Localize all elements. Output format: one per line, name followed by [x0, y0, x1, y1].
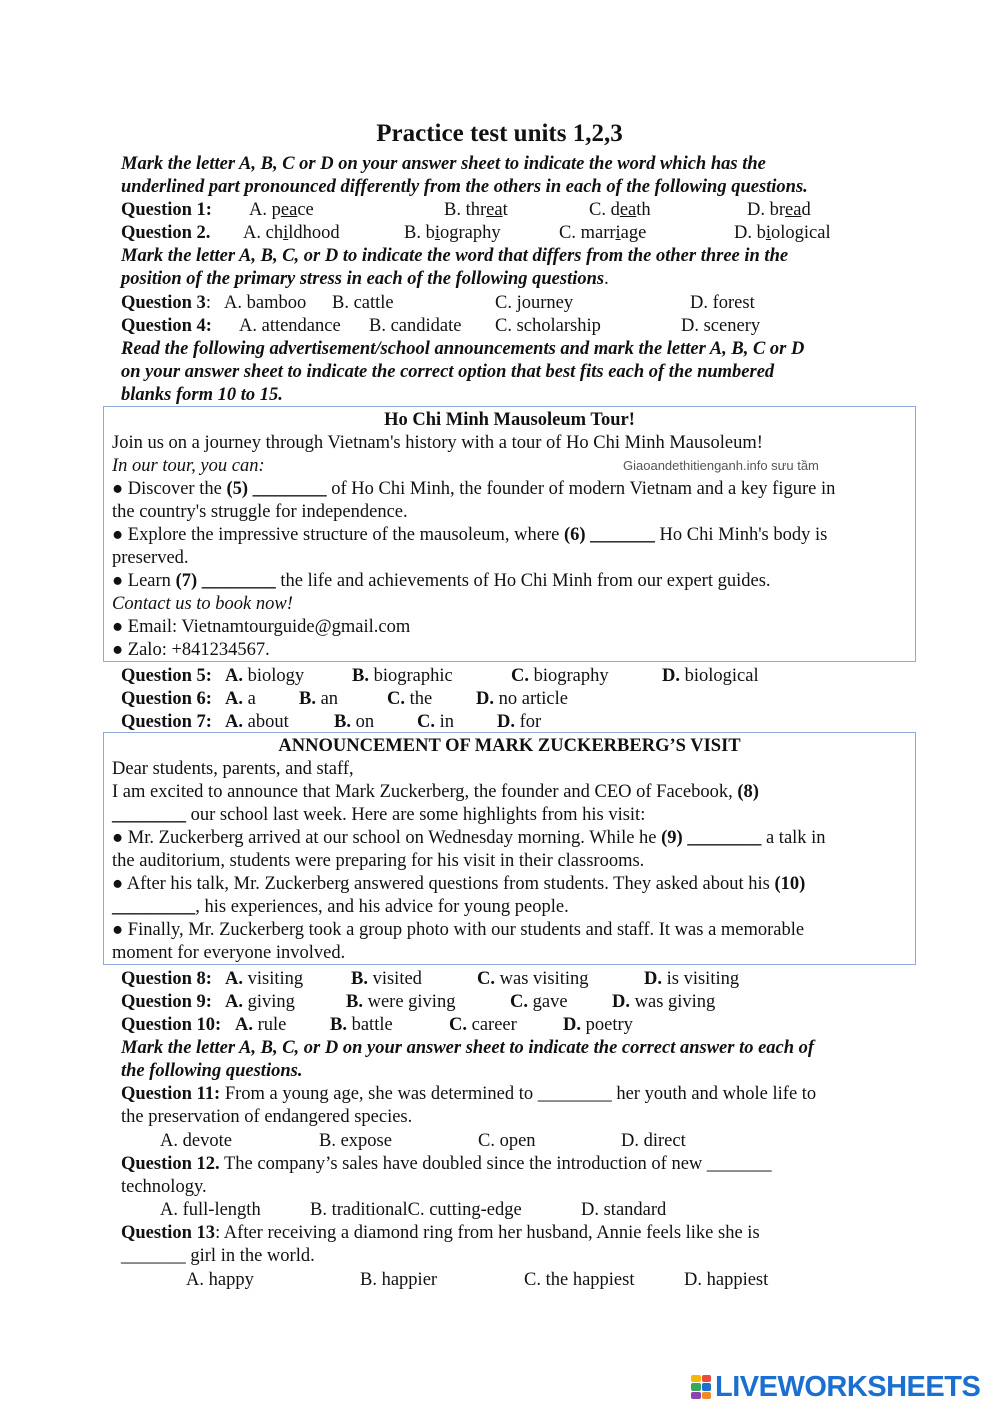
question-6-option-a[interactable]: A. a	[225, 689, 256, 709]
question-8-option-a[interactable]: A. visiting	[225, 969, 304, 989]
liveworksheets-logo	[691, 1372, 980, 1402]
question-11-stem-cont: the preservation of endangered species.	[121, 1107, 413, 1127]
question-5-option-b[interactable]: B. biographic	[352, 666, 453, 686]
question-1-option-d[interactable]: D. bread	[747, 200, 811, 220]
announcement-line: _________, his experiences, and his advice for young people.	[112, 897, 569, 917]
question-6-option-b[interactable]: B. an	[299, 689, 339, 709]
advertisement-line: In our tour, you can:	[112, 456, 265, 476]
question-9-option-c[interactable]: C. gave	[510, 992, 568, 1012]
question-1-option-c[interactable]: C. death	[589, 200, 651, 220]
question-8-option-d[interactable]: D. is visiting	[644, 969, 740, 989]
question-5-label: Question 5:	[121, 666, 212, 686]
advertisement-line: Contact us to book now!	[112, 594, 293, 614]
question-4-label: Question 4:	[121, 316, 212, 336]
question-8-option-b[interactable]: B. visited	[351, 969, 422, 989]
question-1-option-b[interactable]: B. threat	[444, 200, 508, 220]
question-12-stem-cont: technology.	[121, 1177, 207, 1197]
question-2-option-a[interactable]: A. childhood	[243, 223, 340, 243]
question-7-option-a[interactable]: A. about	[225, 712, 289, 732]
liveworksheets-logo-icon	[691, 1375, 711, 1399]
question-5-option-d[interactable]: D. biological	[662, 666, 759, 686]
blank-10-line[interactable]: _________	[112, 897, 196, 917]
advertisement-zalo: ● Zalo: +841234567.	[112, 640, 270, 660]
question-1-option-a[interactable]: A. peace	[249, 200, 314, 220]
question-9-option-a[interactable]: A. giving	[225, 992, 295, 1012]
question-10-option-d[interactable]: D. poetry	[563, 1015, 633, 1035]
question-5-option-c[interactable]: C. biography	[511, 666, 609, 686]
blank-7[interactable]: (7) ________	[175, 571, 276, 591]
liveworksheets-logo-text: LIVEWORKSHEETS	[715, 1370, 981, 1403]
advertisement-title: Ho Chi Minh Mausoleum Tour!	[384, 410, 635, 430]
question-13-stem-cont: _______ girl in the world.	[121, 1246, 315, 1266]
announcement-line: Dear students, parents, and staff,	[112, 759, 354, 779]
question-7-option-d[interactable]: D. for	[497, 712, 542, 732]
question-4-option-c[interactable]: C. scholarship	[495, 316, 601, 336]
question-5-option-a[interactable]: A. biology	[225, 666, 305, 686]
question-1-label: Question 1:	[121, 200, 212, 220]
advertisement-line: ● Explore the impressive structure of the mausoleum, where (6) _______ Ho Chi Minh's body is	[112, 525, 828, 545]
question-2-option-d[interactable]: D. biological	[734, 223, 831, 243]
advertisement-line: preserved.	[112, 548, 189, 568]
question-8-label: Question 8:	[121, 969, 212, 989]
question-13-stem: Question 13: After receiving a diamond ring from her husband, Annie feels like she is	[121, 1223, 760, 1243]
question-11-option-b[interactable]: B. expose	[319, 1131, 392, 1151]
question-10-option-c[interactable]: C. career	[449, 1015, 517, 1035]
question-13-option-d[interactable]: D. happiest	[684, 1270, 769, 1290]
question-11-option-d[interactable]: D. direct	[621, 1131, 686, 1151]
instruction-pronunciation-line2: underlined part pronounced differently from the others in each of the following questions.	[121, 177, 808, 197]
question-6-label: Question 6:	[121, 689, 212, 709]
instruction-reading-line1: Read the following advertisement/school announcements and mark the letter A, B, C or D	[121, 339, 805, 359]
question-7-option-c[interactable]: C. in	[417, 712, 455, 732]
question-8-option-c[interactable]: C. was visiting	[477, 969, 589, 989]
announcement-line: moment for everyone involved.	[112, 943, 346, 963]
question-10-option-a[interactable]: A. rule	[235, 1015, 287, 1035]
instruction-stress-line2: position of the primary stress in each of the following questions.	[121, 269, 609, 289]
instruction-grammar-line2: the following questions.	[121, 1061, 303, 1081]
question-2-option-b[interactable]: B. biography	[404, 223, 501, 243]
question-10-option-b[interactable]: B. battle	[330, 1015, 393, 1035]
question-4-option-a[interactable]: A. attendance	[239, 316, 341, 336]
question-12-option-b-c[interactable]: B. traditionalC. cutting-edge	[310, 1200, 522, 1220]
question-13-option-c[interactable]: C. the happiest	[524, 1270, 635, 1290]
question-2-label: Question 2.	[121, 223, 211, 243]
instruction-stress-line1: Mark the letter A, B, C, or D to indicate the word that differs from the other three in the	[121, 246, 789, 266]
question-9-option-d[interactable]: D. was giving	[612, 992, 716, 1012]
question-11-stem: Question 11: From a young age, she was determined to ________ her youth and whole life to	[121, 1084, 817, 1104]
advertisement-email: ● Email: Vietnamtourguide@gmail.com	[112, 617, 411, 637]
question-6-option-d[interactable]: D. no article	[476, 689, 568, 709]
question-12-option-a[interactable]: A. full-length	[160, 1200, 261, 1220]
question-6-option-c[interactable]: C. the	[387, 689, 433, 709]
question-9-option-b[interactable]: B. were giving	[346, 992, 456, 1012]
question-7-option-b[interactable]: B. on	[334, 712, 375, 732]
question-7-label: Question 7:	[121, 712, 212, 732]
announcement-line: I am excited to announce that Mark Zuckerberg, the founder and CEO of Facebook, (8)	[112, 782, 759, 802]
question-11-option-a[interactable]: A. devote	[160, 1131, 232, 1151]
announcement-line: ________ our school last week. Here are some highlights from his visit:	[112, 805, 646, 825]
page-title: Practice test units 1,2,3	[376, 120, 623, 147]
advertisement-line: ● Discover the (5) ________ of Ho Chi Minh, the founder of modern Vietnam and a key figure in	[112, 479, 836, 499]
announcement-line: ● Mr. Zuckerberg arrived at our school on Wednesday morning. While he (9) ________ a talk in	[112, 828, 826, 848]
instruction-reading-line3: blanks form 10 to 15.	[121, 385, 283, 405]
question-3-label: Question 3:	[121, 293, 211, 313]
announcement-title: ANNOUNCEMENT OF MARK ZUCKERBERG’S VISIT	[278, 736, 741, 756]
question-12-option-d[interactable]: D. standard	[581, 1200, 667, 1220]
instruction-pronunciation-line1: Mark the letter A, B, C or D on your answer sheet to indicate the word which has the	[121, 154, 766, 174]
watermark: Giaoandethitienganh.info sưu tầm	[623, 458, 819, 473]
announcement-line: ● After his talk, Mr. Zuckerberg answered questions from students. They asked about his (10)	[112, 874, 806, 894]
question-9-label: Question 9:	[121, 992, 212, 1012]
question-10-label: Question 10:	[121, 1015, 222, 1035]
question-3-option-b[interactable]: B. cattle	[332, 293, 394, 313]
announcement-line: the auditorium, students were preparing for his visit in their classrooms.	[112, 851, 645, 871]
blank-6[interactable]: (6) _______	[563, 525, 655, 545]
question-4-option-d[interactable]: D. scenery	[681, 316, 761, 336]
advertisement-line: Join us on a journey through Vietnam's history with a tour of Ho Chi Minh Mausoleum!	[112, 433, 763, 453]
question-13-option-a[interactable]: A. happy	[186, 1270, 254, 1290]
instruction-grammar-line1: Mark the letter A, B, C, or D on your answer sheet to indicate the correct answer to each of	[121, 1038, 815, 1058]
announcement-line: ● Finally, Mr. Zuckerberg took a group photo with our students and staff. It was a memorable	[112, 920, 805, 940]
blank-8-line[interactable]: ________	[112, 805, 186, 825]
advertisement-line: the country's struggle for independence.	[112, 502, 408, 522]
question-13-option-b[interactable]: B. happier	[360, 1270, 438, 1290]
blank-8[interactable]: (8)	[737, 782, 759, 802]
question-12-stem: Question 12. The company’s sales have doubled since the introduction of new _______	[121, 1154, 772, 1174]
question-3-option-a[interactable]: A. bamboo	[224, 293, 307, 313]
advertisement-line: ● Learn (7) ________ the life and achievements of Ho Chi Minh from our expert guides.	[112, 571, 771, 591]
blank-10[interactable]: (10)	[774, 874, 806, 894]
blank-9[interactable]: (9) ________	[661, 828, 762, 848]
instruction-reading-line2: on your answer sheet to indicate the correct option that best fits each of the numbered	[121, 362, 775, 382]
question-3-option-d[interactable]: D. forest	[690, 293, 755, 313]
question-4-option-b[interactable]: B. candidate	[369, 316, 462, 336]
question-2-option-c[interactable]: C. marriage	[559, 223, 647, 243]
blank-5[interactable]: (5) ________	[226, 479, 327, 499]
question-11-option-c[interactable]: C. open	[478, 1131, 536, 1151]
question-3-option-c[interactable]: C. journey	[495, 293, 574, 313]
